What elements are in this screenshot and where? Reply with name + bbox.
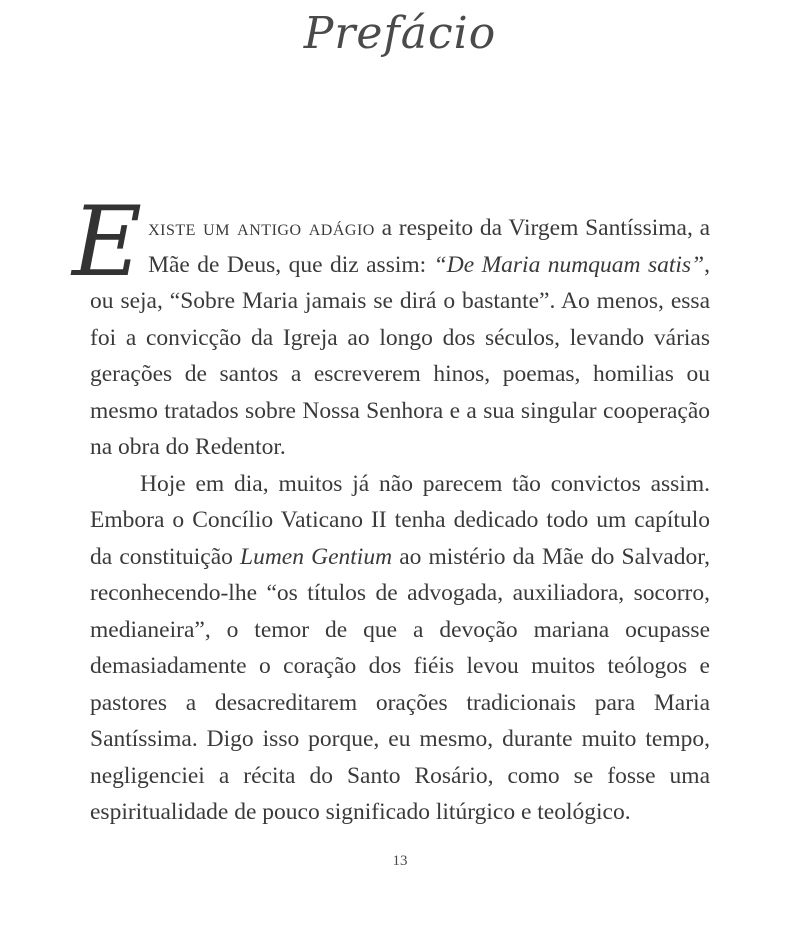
opening-small-caps: xiste um antigo adágio bbox=[148, 215, 375, 241]
paragraph-2 bbox=[90, 466, 710, 831]
chapter-title: Prefácio bbox=[303, 8, 497, 59]
document-title-lumen-gentium: Lumen Gentium bbox=[240, 543, 393, 570]
page-number: 13 bbox=[392, 853, 408, 869]
paragraph-2-text-a: Hoje em dia, muitos já não parecem tão convictos assim. Embora o Concílio Vaticano II tenha dedicado todo um capítulo da constituição bbox=[90, 470, 710, 570]
paragraph-2-text-b: ao mistério da Mãe do Salvador, reconhecendo-lhe “os títulos de advogada, auxiliadora, socorro, medianeira”, o temor de que a devoção mariana ocupasse demasiadamente o coração dos fiéis levou muitos teólogos e pastores a desacreditarem orações tradicionais para Maria Santíssima. Digo isso porque, eu mesmo, durante muito tempo, negligenciei a récita do Santo Rosário, como se fosse uma espiritualidade de pouco significado litúrgico e teológico. bbox=[90, 543, 710, 825]
latin-quote: “De Maria numquam satis” bbox=[433, 251, 705, 278]
drop-cap: E bbox=[72, 186, 143, 298]
paragraph-1-text-a: a respeito da Virgem Santíssima, a Mãe de Deus, que diz assim: bbox=[148, 215, 711, 278]
paragraph-1 bbox=[72, 186, 711, 466]
paragraph-1-text-b: , ou seja, “Sobre Maria jamais se dirá o bastante”. Ao menos, essa foi a convicção da Igreja ao longo dos séculos, levando várias gerações de santos a escreverem hinos, poemas, homilias ou mesmo tratados sobre Nossa Senhora e a sua singular cooperação na obra do Redentor. bbox=[90, 251, 710, 460]
preface-body bbox=[72, 186, 711, 831]
